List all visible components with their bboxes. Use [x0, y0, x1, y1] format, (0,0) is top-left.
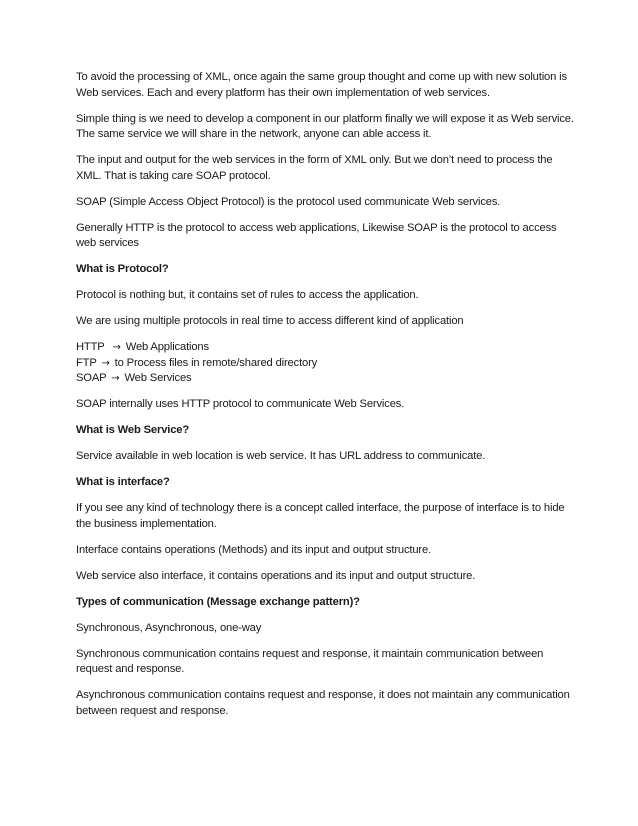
- webservice-paragraph-1: Service available in web location is web service. It has URL address to communicate.: [76, 450, 486, 462]
- document-page: [76, 70, 576, 730]
- protocol-paragraph-2: We are using multiple protocols in real time to access different kind of application: [76, 315, 464, 327]
- intro-paragraph-2: Simple thing is we need to develop a component in our platform finally we will expose it as Web service. The same service we will share in the network, anyone can able access it.: [76, 112, 574, 140]
- arrow-right-icon: →: [112, 342, 121, 353]
- protocol-name: HTTP: [76, 341, 105, 353]
- protocol-list-item: [76, 356, 576, 372]
- interface-paragraph-1: If you see any kind of technology there is a concept called interface, the purpose of interface is to hide the business implementation.: [76, 502, 565, 530]
- heading-communication-types: Types of communication (Message exchange pattern)?: [76, 595, 360, 608]
- protocol-list-item: [76, 371, 576, 387]
- arrow-right-icon: →: [111, 373, 120, 384]
- communication-paragraph-1: Synchronous, Asynchronous, one-way: [76, 621, 262, 634]
- communication-paragraph-3: Asynchronous communication contains request and response, it does not maintain any communication between request and response.: [76, 689, 570, 717]
- heading-interface: What is interface?: [76, 476, 170, 488]
- protocol-paragraph-1: Protocol is nothing but, it contains set of rules to access the application.: [76, 289, 419, 301]
- arrow-right-icon: →: [101, 357, 110, 369]
- protocol-name: SOAP: [76, 372, 107, 384]
- intro-paragraph-3: The input and output for the web services in the form of XML only. But we don’t need to process the XML. That is taking care SOAP protocol.: [76, 154, 553, 182]
- protocol-desc: Web Applications: [125, 341, 209, 353]
- protocol-list-item: [76, 340, 576, 356]
- protocol-desc: to Process files in remote/shared directory: [114, 356, 318, 369]
- interface-paragraph-3: Web service also interface, it contains operations and its input and output structure.: [76, 569, 476, 582]
- protocol-name: FTP: [76, 356, 97, 369]
- heading-protocol: What is Protocol?: [76, 263, 169, 275]
- interface-paragraph-2: Interface contains operations (Methods) and its input and output structure.: [76, 543, 432, 556]
- intro-paragraph-5: Generally HTTP is the protocol to access web applications, Likewise SOAP is the protocol to access web services: [76, 221, 557, 249]
- intro-paragraph-1: To avoid the processing of XML, once again the same group thought and come up with new solution is Web services. Each and every platform has their own implementation of web services.: [76, 71, 567, 99]
- protocol-desc: Web Services: [124, 372, 192, 384]
- protocol-paragraph-3: SOAP internally uses HTTP protocol to communicate Web Services.: [76, 398, 405, 410]
- protocol-list: [76, 340, 576, 387]
- heading-web-service: What is Web Service?: [76, 424, 190, 436]
- communication-paragraph-2: Synchronous communication contains request and response, it maintain communication between request and response.: [76, 647, 544, 675]
- intro-paragraph-4: SOAP (Simple Access Object Protocol) is the protocol used communicate Web services.: [76, 195, 501, 208]
